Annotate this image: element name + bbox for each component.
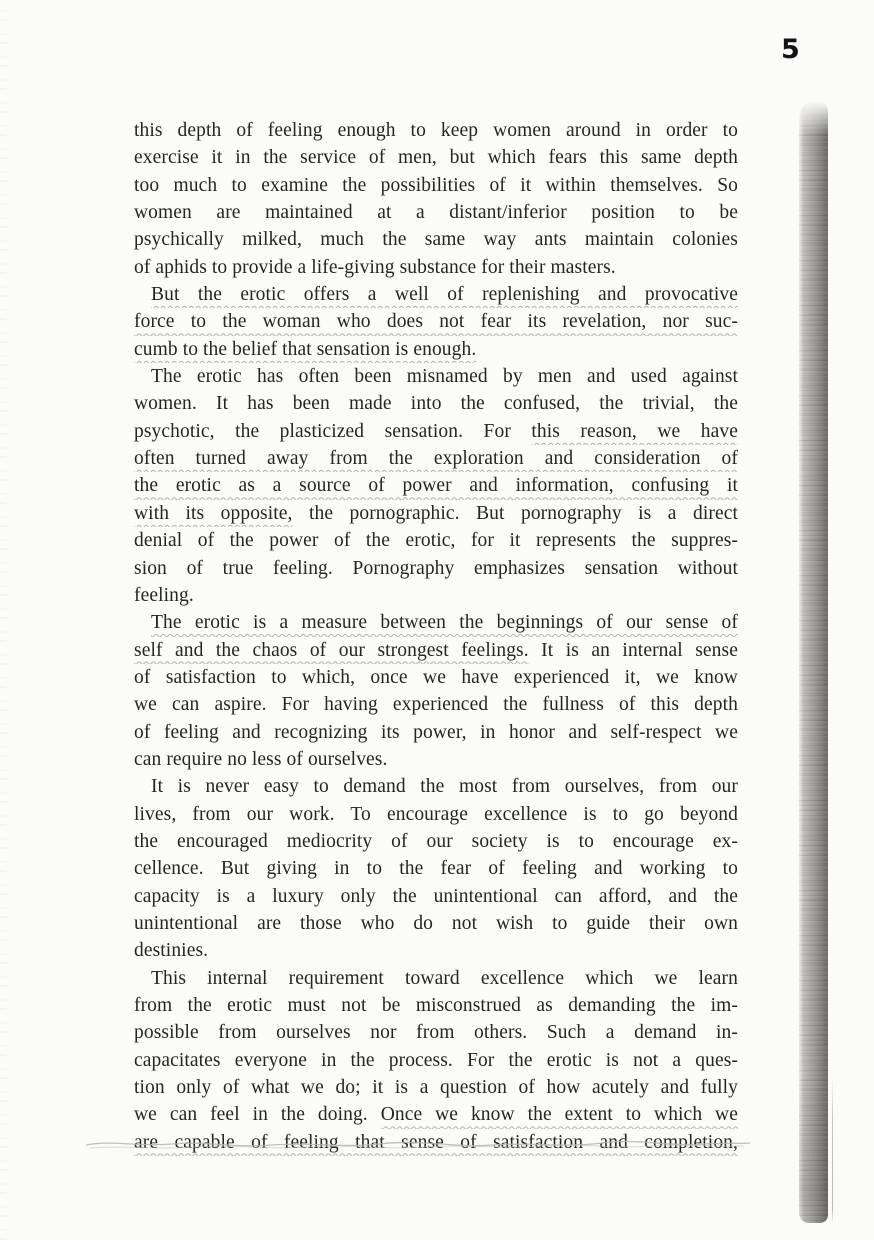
- paragraph: [134, 965, 738, 1156]
- paragraph: [134, 281, 738, 363]
- text-segment: lives, from our work. To encourage excellence is to go beyond: [134, 803, 738, 825]
- text-line: [134, 472, 738, 499]
- text-segment: psychotic, the plasticized sensation. For: [134, 420, 532, 442]
- text-line: [134, 445, 738, 472]
- text-line: [134, 719, 738, 746]
- text-line: [134, 363, 738, 390]
- text-line: [134, 855, 738, 882]
- text-line: [134, 664, 738, 691]
- text-line: [134, 281, 738, 308]
- text-segment: feeling.: [134, 584, 194, 606]
- text-line: [134, 1019, 738, 1046]
- text-line: [134, 418, 738, 445]
- pencil-underlined-text: with its opposite,: [134, 502, 293, 524]
- text-segment: It is never easy to demand the most from ourselves, from our: [151, 776, 738, 798]
- text-segment: This internal requirement toward excellence which we learn: [151, 967, 738, 989]
- edge-shadow-top-fade: [797, 99, 830, 135]
- text-segment: of aphids to provide a life-giving substance for their masters.: [134, 256, 616, 278]
- text-line: [134, 965, 738, 992]
- text-segment: exercise it in the service of men, but which fears this same depth: [134, 147, 738, 169]
- text-line: [134, 828, 738, 855]
- text-line: [134, 746, 738, 773]
- text-segment: the encouraged mediocrity of our society is to encourage ex-: [134, 830, 738, 852]
- pencil-underlined-text: force to the woman who does not fear its revelation, nor suc-: [134, 311, 738, 333]
- text-line: [134, 582, 738, 609]
- text-line: [134, 527, 738, 554]
- text-line: [134, 308, 738, 335]
- text-line: [134, 801, 738, 828]
- text-segment: capacitates everyone in the process. For the erotic is not a ques-: [134, 1049, 738, 1071]
- text-segment: It is an internal sense: [528, 639, 738, 661]
- text-segment: denial of the power of the erotic, for it represents the suppres-: [134, 530, 738, 552]
- pencil-underlined-text: are capable of feeling that sense of satisfaction and completion,: [134, 1131, 738, 1153]
- pencil-underlined-text: But the erotic offers a well of replenishing and provocative: [151, 284, 738, 306]
- text-segment: the pornographic. But pornography is a direct: [292, 502, 738, 524]
- text-segment: possible from ourselves nor from others. Such a demand in-: [134, 1022, 738, 1044]
- edge-shadow-bottom-darken: [799, 1073, 828, 1223]
- page-text: [134, 117, 738, 1156]
- page-edge-shadow: [799, 101, 828, 1223]
- paragraph: [134, 773, 738, 964]
- text-line: [134, 1101, 738, 1128]
- text-segment: unintentional are those who do not wish to guide their own: [134, 912, 738, 934]
- pencil-underlined-text: Once we know the extent to which we: [380, 1104, 738, 1126]
- text-line: [134, 254, 738, 281]
- text-line: [134, 1047, 738, 1074]
- paragraph: [134, 363, 738, 609]
- scan-left-speckle: [0, 0, 7, 1240]
- text-line: [134, 910, 738, 937]
- text-segment: we can feel in the doing.: [134, 1104, 381, 1126]
- pencil-underlined-text: the erotic as a source of power and information, confusing it: [134, 475, 738, 497]
- text-line: [134, 691, 738, 718]
- paragraph: [134, 117, 738, 281]
- text-segment: psychically milked, much the same way ants maintain colonies: [134, 229, 738, 251]
- text-segment: sion of true feeling. Pornography emphasizes sensation without: [134, 557, 738, 579]
- text-line: [134, 336, 738, 363]
- text-line: [134, 500, 738, 527]
- page-number: 5: [781, 34, 800, 65]
- text-segment: this depth of feeling enough to keep women around in order to: [134, 120, 738, 141]
- pencil-squiggle-mark: [84, 1131, 752, 1154]
- text-segment: tion only of what we do; it is a question of how acutely and fully: [134, 1077, 738, 1099]
- text-segment: destinies.: [134, 940, 209, 962]
- text-segment: women. It has been made into the confused, the trivial, the: [134, 393, 738, 415]
- text-line: [134, 390, 738, 417]
- pencil-underlined-text: this reason, we have: [531, 420, 738, 442]
- text-segment: from the erotic must not be misconstrued as demanding the im-: [134, 995, 738, 1016]
- text-line: [134, 555, 738, 582]
- text-line: [134, 937, 738, 964]
- pencil-underlined-text: The erotic is a measure between the beginnings of our sense of: [151, 612, 738, 634]
- text-segment: of feeling and recognizing its power, in honor and self-respect we: [134, 721, 738, 743]
- pencil-underlined-text: self and the chaos of our strongest feelings.: [134, 639, 529, 661]
- text-segment: cellence. But giving in to the fear of feeling and working to: [134, 858, 738, 880]
- text-line: [134, 637, 738, 664]
- text-line: [134, 172, 738, 199]
- text-segment: capacity is a luxury only the unintentional can afford, and the: [134, 885, 738, 907]
- text-segment: too much to examine the possibilities of it within themselves. So: [134, 174, 738, 196]
- text-segment: can require no less of ourselves.: [134, 748, 388, 770]
- text-segment: of satisfaction to which, once we have experienced it, we know: [134, 666, 738, 688]
- page-edge-line: [832, 1076, 833, 1224]
- pencil-underlined-text: often turned away from the exploration and consideration of: [134, 448, 738, 470]
- text-line: [134, 1074, 738, 1101]
- text-line: [134, 226, 738, 253]
- text-line: [134, 609, 738, 636]
- text-segment: women are maintained at a distant/inferior position to be: [134, 202, 738, 224]
- text-segment: we can aspire. For having experienced the fullness of this depth: [134, 694, 738, 716]
- text-line: [134, 117, 738, 144]
- text-line: [134, 992, 738, 1019]
- text-line: [134, 144, 738, 171]
- paragraph: [134, 609, 738, 773]
- text-line: [134, 883, 738, 910]
- text-line: [134, 199, 738, 226]
- pencil-underlined-text: cumb to the belief that sensation is enough.: [134, 338, 477, 360]
- text-segment: The erotic has often been misnamed by men and used against: [151, 366, 738, 388]
- text-line: [134, 773, 738, 800]
